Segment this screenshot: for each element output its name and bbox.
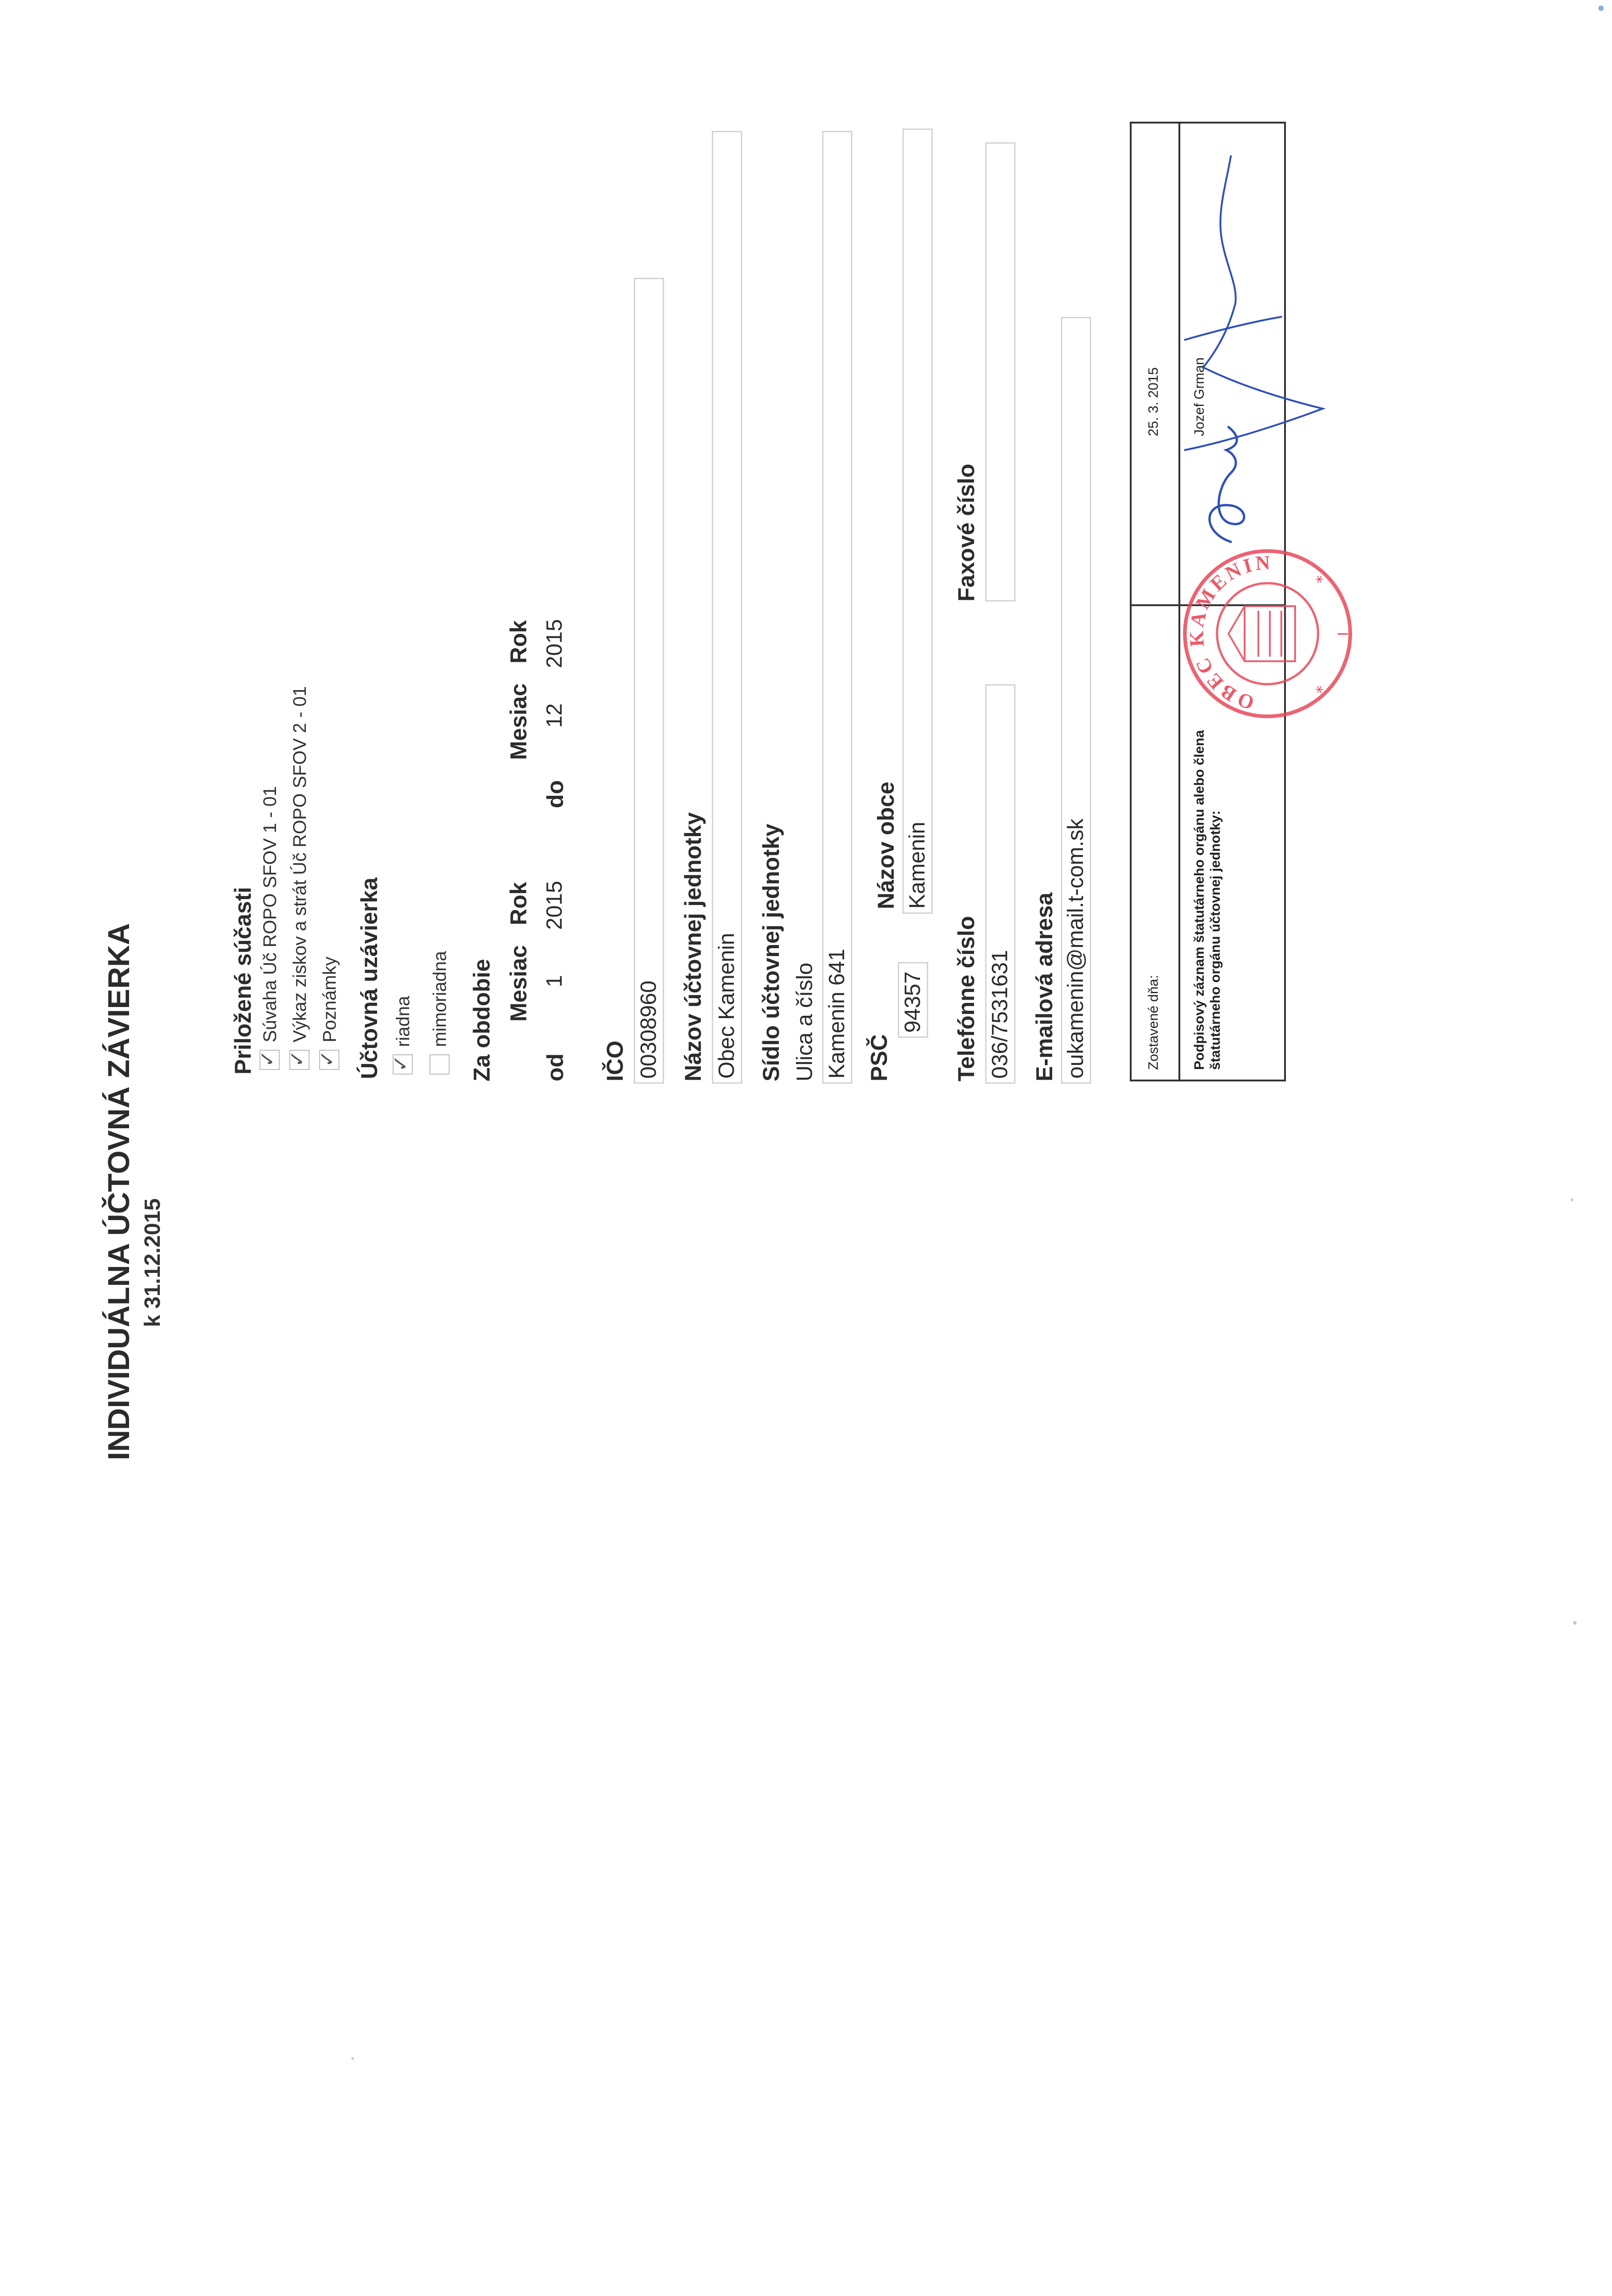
closing-checkbox-extraordinary[interactable] [429, 1054, 450, 1075]
checkmark-icon: ✓ [389, 1055, 412, 1072]
document-date: k 31.12.2015 [141, 1198, 165, 1327]
period-from-month[interactable]: 1 [542, 975, 567, 987]
prepared-label: Zostavené dňa: [1146, 975, 1161, 1070]
official-stamp [1176, 542, 1359, 726]
svg-text:I: I [1336, 632, 1352, 636]
signature-label-line1: Podpisový záznam štatutárneho orgánu alebo člena [1192, 730, 1207, 1070]
attached-item-3: Poznámky [320, 957, 340, 1042]
scan-artifact [1598, 6, 1604, 11]
ico-value: 00308960 [637, 980, 661, 1079]
checkmark-icon: ✓ [316, 1050, 338, 1067]
svg-text:OBEC KAMENIN: OBEC KAMENIN [1185, 551, 1274, 715]
attached-heading: Priložené súčasti [230, 887, 256, 1075]
email-value: oukamenin@mail.t-com.sk [1064, 818, 1088, 1079]
town-value: Kamenin [905, 822, 930, 909]
street-value: Kamenin 641 [825, 949, 849, 1079]
scan-artifact [351, 2057, 354, 2060]
period-from-label: od [542, 1053, 568, 1081]
scan-artifact [1573, 1621, 1577, 1625]
seat-label: Sídlo účtovnej jednotky [758, 823, 784, 1081]
attached-item-1: Súvaha Úč ROPO SFOV 1 - 01 [260, 786, 280, 1042]
document-title: INDIVIDUÁLNA ÚČTOVNÁ ZÁVIERKA [101, 923, 135, 1460]
closing-heading: Účtovná uzávierka [356, 877, 382, 1079]
period-col-month-to: Mesiac [506, 683, 531, 760]
prepared-date[interactable]: 25. 3. 2015 [1146, 367, 1161, 436]
town-label: Názov obce [873, 782, 899, 909]
unit-name-label: Názov účtovnej jednotky [680, 812, 706, 1081]
scan-artifact [1571, 1199, 1573, 1201]
ico-field[interactable] [634, 278, 664, 1084]
period-col-month-from: Mesiac [506, 945, 531, 1022]
period-col-year-from: Rok [506, 882, 531, 925]
signature-label-line2: štatutárneho orgánu účtovnej jednotky: [1208, 810, 1223, 1070]
period-to-year[interactable]: 2015 [542, 619, 567, 668]
email-field[interactable] [1061, 317, 1091, 1084]
closing-checkbox-regular[interactable] [389, 1054, 413, 1075]
attached-checkbox-2[interactable] [286, 1050, 310, 1070]
phone-field[interactable] [985, 684, 1015, 1084]
ico-label: IČO [602, 1041, 628, 1081]
fax-field[interactable] [985, 142, 1015, 602]
period-to-month[interactable]: 12 [542, 703, 567, 728]
period-from-year[interactable]: 2015 [542, 881, 567, 930]
handwritten-signature [1176, 147, 1341, 560]
svg-text:*: * [1313, 575, 1331, 583]
fax-label: Faxové číslo [953, 463, 979, 602]
email-label: E-mailová adresa [1031, 892, 1057, 1081]
period-to-label: do [542, 780, 568, 808]
town-field[interactable] [902, 129, 933, 914]
psc-value: 94357 [901, 971, 925, 1033]
psc-label: PSČ [866, 1034, 892, 1081]
street-field[interactable] [822, 131, 852, 1084]
phone-value: 036/7531631 [988, 950, 1012, 1079]
unit-name-field[interactable] [712, 131, 742, 1084]
svg-text:*: * [1313, 686, 1331, 693]
period-heading: Za obdobie [469, 959, 495, 1081]
psc-field[interactable] [898, 962, 928, 1038]
phone-label: Telefónne číslo [953, 916, 979, 1081]
closing-option-regular: riadna [393, 996, 413, 1047]
attached-checkbox-3[interactable] [316, 1050, 339, 1070]
seat-street-label: Ulica a číslo [793, 962, 817, 1081]
checkmark-icon: ✓ [286, 1050, 309, 1067]
unit-name-value: Obec Kamenin [715, 933, 739, 1079]
attached-item-2: Výkaz ziskov a strát Úč ROPO SFOV 2 - 01 [290, 686, 310, 1042]
period-col-year-to: Rok [506, 620, 531, 664]
closing-option-extraordinary: mimoriadna [430, 951, 450, 1047]
attached-checkbox-1[interactable] [256, 1050, 280, 1070]
checkmark-icon: ✓ [256, 1050, 279, 1067]
signer-name: Jozef Grman [1192, 357, 1207, 436]
